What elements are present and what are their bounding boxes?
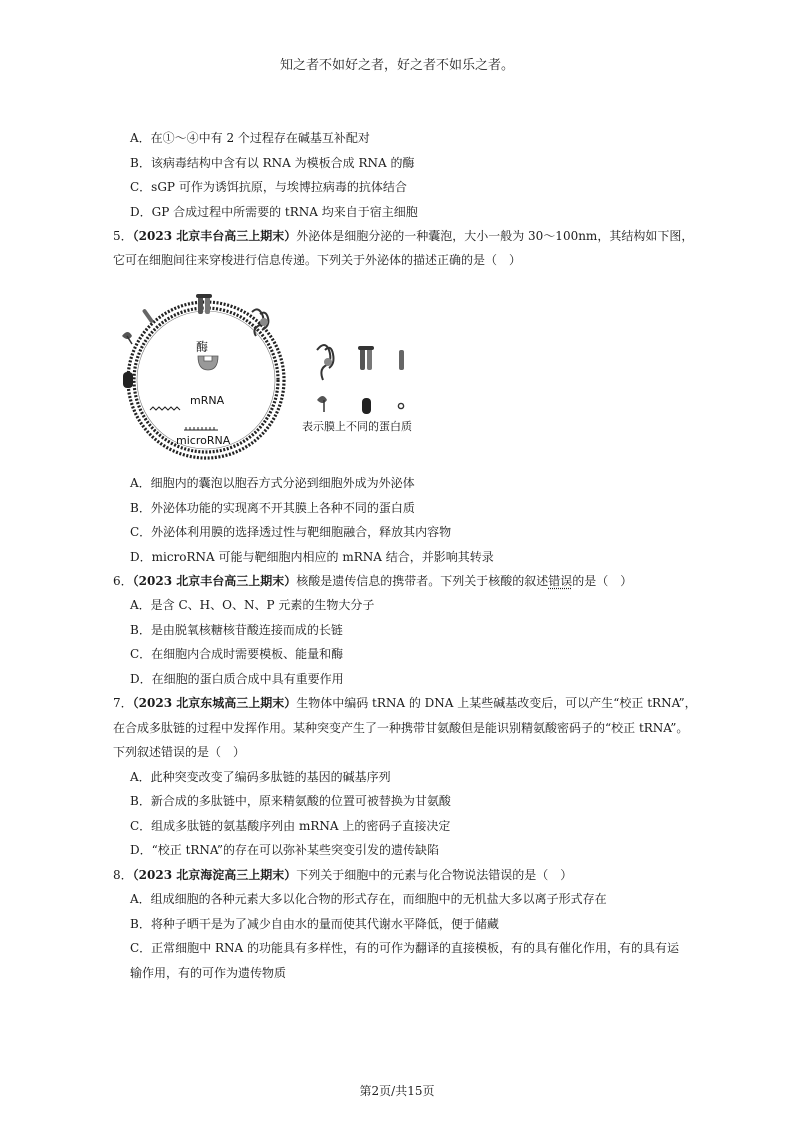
q4-option-a: A．在①～④中有 2 个过程存在碱基互补配对 bbox=[130, 131, 370, 145]
membrane-protein-left-top bbox=[142, 308, 154, 323]
q6-option-a: A．是含 C、H、O、N、P 元素的生物大分子 bbox=[130, 598, 375, 612]
mrna-strand bbox=[150, 407, 180, 410]
q5-option-a: A．细胞内的囊泡以胞吞方式分泌到细胞外成为外泌体 bbox=[130, 476, 415, 490]
page-header-motto: 知之者不如好之者，好之者不如乐之者。 bbox=[279, 58, 514, 73]
legend-protein-ring bbox=[398, 403, 403, 408]
q6-option-c: C．在细胞内合成时需要模板、能量和酶 bbox=[130, 647, 344, 661]
legend-protein-coil bbox=[317, 345, 334, 380]
label-mrna: mRNA bbox=[190, 394, 225, 407]
q6-source: （2023 北京丰台高三上期末） bbox=[132, 574, 297, 588]
q6-stem-pre: 核酸是遗传信息的携带者。下列关于核酸的叙述 bbox=[296, 574, 549, 588]
q7-number: 7． bbox=[113, 696, 133, 710]
q8-option-c-continued: 输作用，有的可作为遗传物质 bbox=[130, 966, 287, 980]
legend-protein-channel bbox=[362, 398, 371, 414]
membrane-protein-left-channel bbox=[123, 372, 133, 388]
q5-stem-line1 bbox=[113, 228, 693, 244]
q5-stem-line2: 它可在细胞间往来穿梭进行信息传递。下列关于外泌体的描述正确的是（ ） bbox=[113, 253, 522, 267]
page-footer-number: 第2页/共15页 bbox=[359, 1084, 435, 1098]
q8-option-b: B．将种子晒干是为了减少自由水的量而使其代谢水平降低，便于储藏 bbox=[130, 917, 499, 931]
q5-number: 5． bbox=[113, 229, 133, 243]
q8-option-c: C．正常细胞中 RNA 的功能具有多样性，有的可作为翻译的直接模板，有的具有催化作用，有的具有运 bbox=[130, 941, 680, 955]
membrane-protein-left-leaf bbox=[122, 332, 132, 344]
q7-stem-line1 bbox=[113, 695, 697, 711]
label-enzyme: 酶 bbox=[196, 340, 209, 354]
q7-stem-text: 生物体中编码 tRNA 的 DNA 上某些碱基改变后，可以产生“校正 tRNA”， bbox=[296, 696, 697, 710]
q8-stem bbox=[113, 867, 572, 883]
q5-option-d: D．microRNA 可能与靶细胞内相应的 mRNA 结合，并影响其转录 bbox=[130, 550, 494, 564]
exosome-diagram bbox=[112, 292, 432, 462]
q6-number: 6． bbox=[113, 574, 133, 588]
q8-number: 8． bbox=[113, 868, 133, 882]
legend-protein-double-bar bbox=[358, 346, 374, 370]
q5-stem-text: 外泌体是细胞分泌的一种囊泡，大小一般为 30～100nm，其结构如下图， bbox=[296, 229, 694, 243]
q6-stem bbox=[113, 573, 632, 589]
label-microrna: microRNA bbox=[176, 434, 231, 447]
q7-option-b: B．新合成的多肽链中，原来精氨酸的位置可被替换为甘氨酸 bbox=[130, 794, 451, 808]
q5-option-b: B．外泌体功能的实现离不开其膜上各种不同的蛋白质 bbox=[130, 501, 415, 515]
q8-option-a: A．组成细胞的各种元素大多以化合物的形式存在，而细胞中的无机盐大多以离子形式存在 bbox=[130, 892, 607, 906]
legend-protein-single-bar bbox=[399, 350, 404, 370]
q7-option-c: C．组成多肽链的氨基酸序列由 mRNA 上的密码子直接决定 bbox=[130, 819, 451, 833]
q7-option-d: D．“校正 tRNA”的存在可以弥补某些突变引发的遗传缺陷 bbox=[130, 843, 439, 857]
q6-option-d: D．在细胞的蛋白质合成中具有重要作用 bbox=[130, 672, 344, 686]
q5-source: （2023 北京丰台高三上期末） bbox=[132, 229, 297, 243]
q7-source: （2023 北京东城高三上期末） bbox=[132, 696, 297, 710]
q8-stem-text: 下列关于细胞中的元素与化合物说法错误的是（ ） bbox=[296, 868, 573, 882]
enzyme-shape bbox=[198, 356, 218, 370]
legend-protein-leaf bbox=[317, 396, 327, 412]
q6-stem-emphasis: 错误 bbox=[548, 574, 573, 588]
q6-option-b: B．是由脱氧核糖核苷酸连接而成的长链 bbox=[130, 623, 343, 637]
q4-option-d: D．GP 合成过程中所需要的 tRNA 均来自于宿主细胞 bbox=[130, 205, 418, 219]
q4-option-c: C．sGP 可作为诱饵抗原，与埃博拉病毒的抗体结合 bbox=[130, 180, 407, 194]
q6-stem-post: 的是（ ） bbox=[572, 574, 633, 588]
q7-stem-line3: 下列叙述错误的是（ ） bbox=[113, 745, 246, 759]
q7-option-a: A．此种突变改变了编码多肽链的基因的碱基序列 bbox=[130, 770, 391, 784]
q5-option-c: C．外泌体利用膜的选择透过性与靶细胞融合，释放其内容物 bbox=[130, 525, 452, 539]
q4-option-b: B．该病毒结构中含有以 RNA 为模板合成 RNA 的酶 bbox=[130, 156, 415, 170]
legend-caption: 表示膜上不同的蛋白质 bbox=[302, 420, 412, 433]
q8-source: （2023 北京海淀高三上期末） bbox=[132, 868, 297, 882]
q7-stem-line2: 在合成多肽链的过程中发挥作用。某种突变产生了一种携带甘氨酸但是能识别精氨酸密码子的“校正 tRNA”。 bbox=[113, 721, 689, 735]
